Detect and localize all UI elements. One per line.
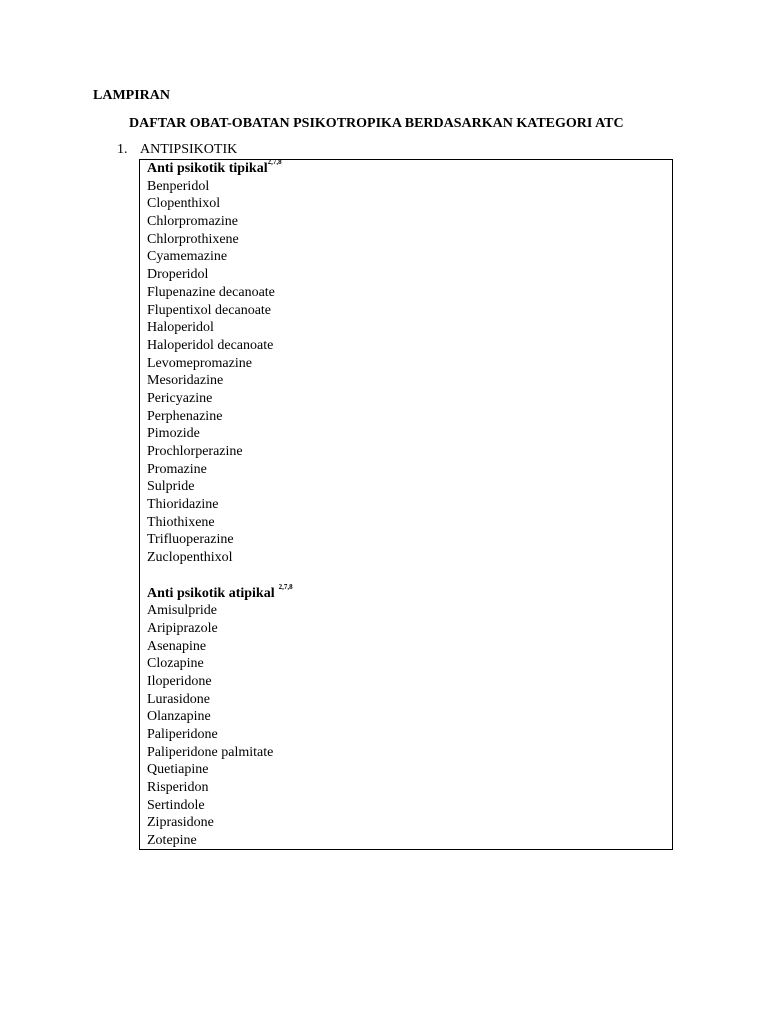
drug-item: Trifluoperazine xyxy=(147,532,234,548)
drug-item: Clopenthixol xyxy=(147,196,221,212)
drug-item: Paliperidone xyxy=(147,727,218,742)
drug-item: Sulpride xyxy=(147,479,195,495)
section-header xyxy=(117,141,237,159)
drug-item: Haloperidol decanoate xyxy=(147,337,274,353)
drug-item: Cyamemazine xyxy=(147,249,228,265)
drug-item: Mesoridazine xyxy=(147,373,224,389)
drug-item: Asenapine xyxy=(147,638,207,654)
drug-item: Amisulpride xyxy=(147,603,217,619)
drug-item: Zuclopenthixol xyxy=(147,550,233,566)
drug-item: Droperidol xyxy=(147,267,209,283)
drug-item: Olanzapine xyxy=(147,709,211,725)
group-title xyxy=(147,160,672,178)
group-atypical xyxy=(147,582,672,850)
document-heading: LAMPIRAN xyxy=(93,88,170,103)
drug-item: Pericyazine xyxy=(147,390,213,406)
drug-item: Chlorprothixene xyxy=(147,231,239,247)
drug-item: Risperidon xyxy=(147,780,209,796)
group-title-text: Anti psikotik atipikal xyxy=(147,585,275,601)
drug-item: Levomepromazine xyxy=(147,355,252,371)
drug-item: Promazine xyxy=(147,461,207,477)
section-label: ANTIPSIKOTIK xyxy=(140,142,238,157)
drug-item: Flupentixol decanoate xyxy=(147,302,272,318)
drug-item: Chlorpromazine xyxy=(147,214,238,230)
drug-item: Quetiapine xyxy=(147,762,209,778)
group-reference: 2,7,8 xyxy=(278,582,293,591)
drug-item: Prochlorperazine xyxy=(147,444,243,459)
drug-item: Sertindole xyxy=(147,797,205,813)
drug-item: Clozapine xyxy=(147,656,204,672)
group-title xyxy=(147,582,672,603)
drug-item: Paliperidone palmitate xyxy=(147,744,274,760)
drug-item: Thioridazine xyxy=(147,497,219,513)
drug-list xyxy=(147,178,672,567)
drug-item: Iloperidone xyxy=(147,673,212,689)
drug-item: Ziprasidone xyxy=(147,815,214,831)
drug-item: Pimozide xyxy=(147,426,200,442)
drug-table-box xyxy=(139,159,673,850)
drug-item: Perphenazine xyxy=(147,408,223,424)
drug-item: Lurasidone xyxy=(147,691,210,707)
drug-list xyxy=(147,602,672,850)
group-spacer xyxy=(147,567,672,585)
document-title: DAFTAR OBAT-OBATAN PSIKOTROPIKA BERDASARKAN KATEGORI ATC xyxy=(129,116,624,131)
drug-item: Benperidol xyxy=(147,178,210,194)
group-reference: 2,7,8 xyxy=(267,158,282,166)
drug-item: Haloperidol xyxy=(147,320,214,336)
section-number: 1. xyxy=(117,142,128,157)
drug-item: Zotepine xyxy=(147,833,197,849)
group-typical xyxy=(147,160,672,567)
drug-item: Thiothixene xyxy=(147,514,215,530)
drug-item: Flupenazine decanoate xyxy=(147,284,275,300)
group-title-text: Anti psikotik tipikal xyxy=(147,161,268,176)
drug-item: Aripiprazole xyxy=(147,620,218,636)
